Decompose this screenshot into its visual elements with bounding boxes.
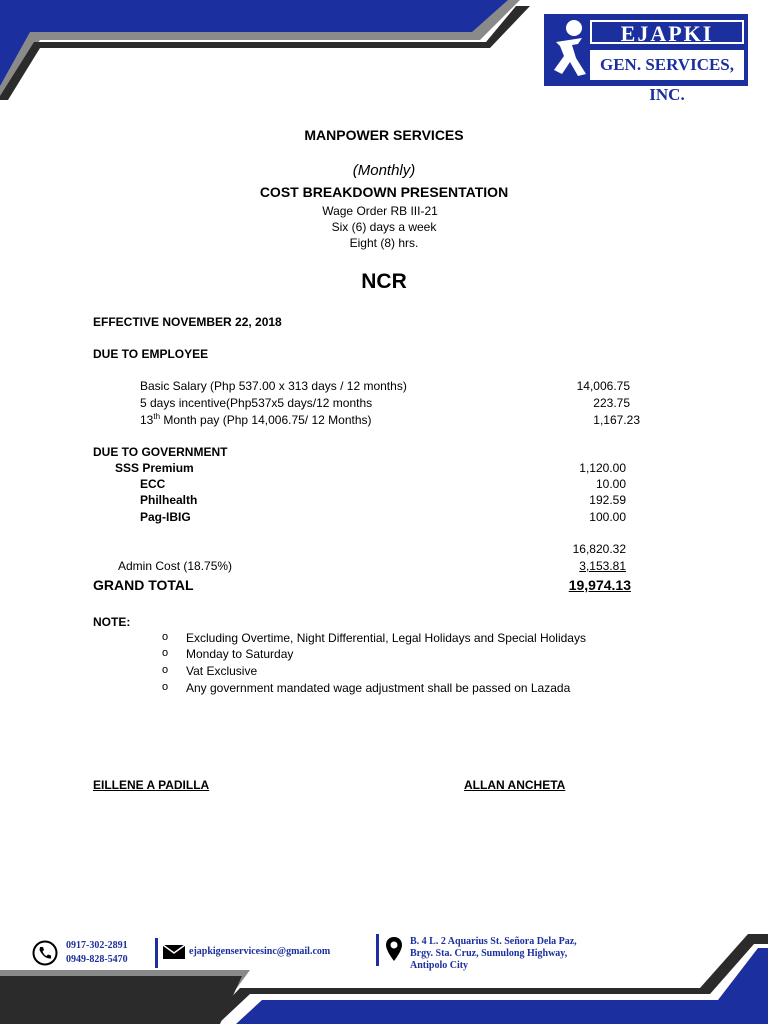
subtotal-value: 16,820.32 [572, 542, 626, 556]
thirteenth-suffix: th [153, 412, 161, 421]
address-line-2: Brgy. Sta. Cruz, Sumulong Highway, [410, 948, 568, 959]
hours-per-day: Eight (8) hrs. [349, 236, 419, 250]
address-line-3: Antipolo City [410, 960, 469, 971]
incentive-label: 5 days incentive(Php537x5 days/12 months [140, 396, 373, 410]
period-label: (Monthly) [352, 162, 416, 179]
pagibig-label: Pag-IBIG [140, 510, 191, 524]
ecc-value: 10.00 [595, 477, 626, 491]
phone-number-2: 0949-828-5470 [66, 954, 128, 965]
note-heading: NOTE: [93, 615, 131, 629]
sss-label: SSS Premium [115, 461, 194, 475]
signatory-right: ALLAN ANCHETA [464, 778, 566, 792]
pagibig-value: 100.00 [589, 510, 626, 524]
thirteenth-text: Month pay (Php 14,006.75/ 12 Months) [160, 413, 372, 427]
signatory-left: EILLENE A PADILLA [93, 778, 210, 792]
days-per-week: Six (6) days a week [331, 220, 437, 234]
admin-cost-label: Admin Cost (18.75%) [118, 559, 233, 573]
thirteenth-number: 13 [140, 413, 154, 427]
philhealth-value: 192.59 [589, 493, 626, 507]
company-logo [544, 14, 748, 104]
email-address: ejapkigenservicesinc@gmail.com [189, 946, 331, 957]
due-government-heading: DUE TO GOVERNMENT [93, 445, 228, 459]
logo-bottom-text: GEN. SERVICES, INC. [590, 50, 744, 80]
incentive-value: 223.75 [593, 396, 630, 410]
due-employee-heading: DUE TO EMPLOYEE [93, 347, 209, 361]
basic-salary-label: Basic Salary (Php 537.00 x 313 days / 12 months) [140, 379, 407, 393]
phone-number-1: 0917-302-2891 [66, 940, 128, 951]
address-line-1: B. 4 L. 2 Aquarius St. Señora Dela Paz, [410, 936, 577, 947]
note-bullet: o [162, 647, 169, 659]
grand-total-value: 19,974.13 [568, 577, 631, 593]
grand-total-label: GRAND TOTAL [93, 577, 194, 593]
effective-date: EFFECTIVE NOVEMBER 22, 2018 [93, 315, 282, 329]
basic-salary-value: 14,006.75 [576, 379, 630, 393]
runner-figure-icon [548, 18, 588, 82]
note-item: Any government mandated wage adjustment shall be passed on Lazada [186, 681, 571, 695]
sss-value: 1,120.00 [579, 461, 626, 475]
note-item: Monday to Saturday [186, 647, 294, 661]
note-bullet: o [162, 631, 169, 643]
service-title: MANPOWER SERVICES [304, 127, 464, 143]
note-item: Vat Exclusive [186, 664, 258, 678]
wage-order: Wage Order RB III-21 [322, 204, 438, 218]
ecc-label: ECC [140, 477, 166, 491]
thirteenth-month-value: 1,167.23 [593, 413, 640, 427]
philhealth-label: Philhealth [140, 493, 198, 507]
presentation-title: COST BREAKDOWN PRESENTATION [259, 184, 509, 200]
region-title: NCR [361, 270, 407, 293]
bottom-banner [0, 930, 768, 1024]
admin-cost-value: 3,153.81 [579, 559, 626, 573]
thirteenth-month-label [140, 412, 372, 427]
note-bullet: o [162, 664, 169, 676]
note-item: Excluding Overtime, Night Differential, Legal Holidays and Special Holidays [186, 631, 586, 645]
note-bullet: o [162, 681, 169, 693]
logo-top-text: EJAPKI [590, 20, 744, 44]
